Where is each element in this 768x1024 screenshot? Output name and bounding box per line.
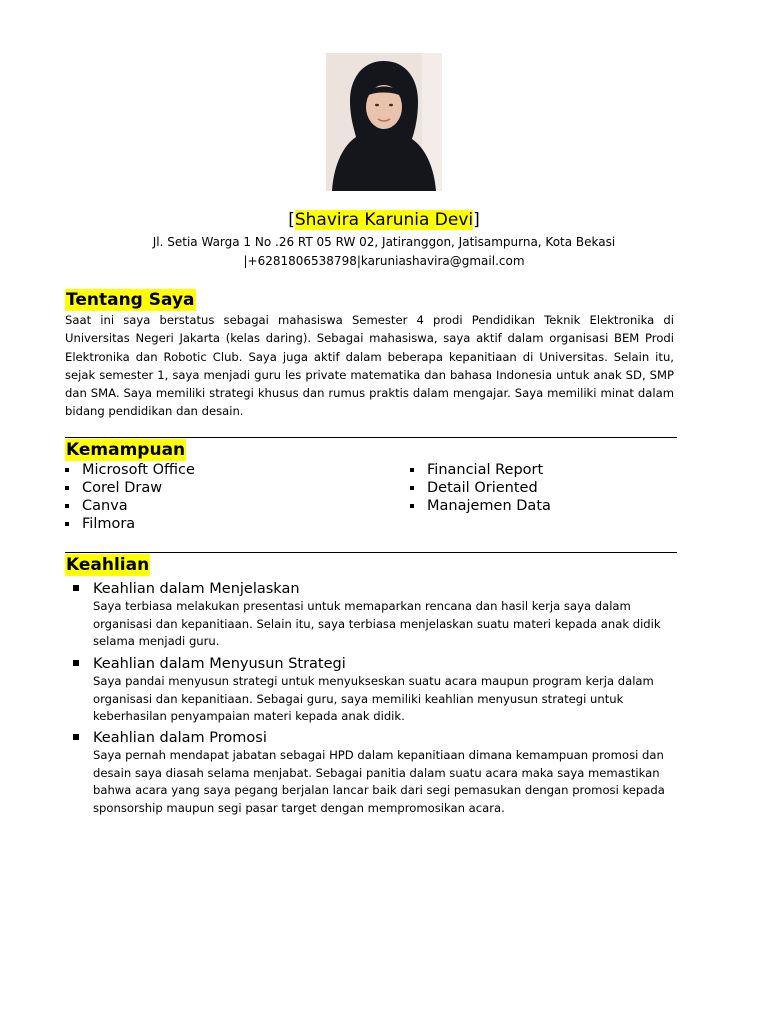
list-item: Canva [63, 497, 195, 515]
profile-photo [326, 53, 442, 191]
list-item: Microsoft Office [63, 461, 195, 479]
abilities-list-right [408, 461, 551, 515]
expertise-description: Saya terbiasa melakukan presentasi untuk memaparkan rencana dan hasil kerja saya dalam organisasi dan kepanitiaan. Selain itu, saya terbiasa menjelaskan suatu materi kepada anak didik selama menjadi guru. [93, 599, 661, 648]
list-item: Financial Report [408, 461, 551, 479]
expertise-heading: Keahlian [66, 555, 150, 575]
candidate-name: Shavira Karunia Devi [294, 210, 474, 230]
section-divider [65, 437, 677, 438]
list-item: Filmora [63, 515, 195, 533]
abilities-heading: Kemampuan [66, 440, 186, 460]
name-bracket-close: ] [473, 210, 480, 230]
phone-email: |+6281806538798|karuniashavira@gmail.com [243, 254, 525, 268]
expertise-entry [73, 580, 673, 651]
expertise-title: Keahlian dalam Menjelaskan [73, 580, 673, 598]
address: Jl. Setia Warga 1 No .26 RT 05 RW 02, Jatiranggon, Jatisampurna, Kota Bekasi [152, 235, 616, 249]
about-heading: Tentang Saya [66, 290, 195, 310]
expertise-item [73, 580, 673, 651]
expertise-item [73, 655, 673, 726]
list-item: Detail Oriented [408, 479, 551, 497]
expertise-description: Saya pernah mendapat jabatan sebagai HPD dalam kepanitiaan dimana kemampuan promosi dan desain saya diasah selama menjabat. Sebagai panitia dalam suatu acara maka saya memastikan bahwa acara yang saya pegang berjalan lancar baik dari segi pemasukan dengan promosi kepada sponsorship maupun segi pasar target dengan mempromosikan acara. [93, 748, 665, 815]
expertise-entry [73, 729, 673, 817]
abilities-list-left [63, 461, 195, 533]
expertise-title: Keahlian dalam Menyusun Strategi [73, 655, 673, 673]
section-divider [65, 552, 677, 553]
list-item: Manajemen Data [408, 497, 551, 515]
expertise-title: Keahlian dalam Promosi [73, 729, 673, 747]
name-bracket-open: [ [288, 210, 295, 230]
list-item: Corel Draw [63, 479, 195, 497]
candidate-name-line [0, 209, 768, 231]
expertise-item [73, 729, 673, 817]
expertise-entry [73, 655, 673, 726]
expertise-description: Saya pandai menyusun strategi untuk menyukseskan suatu acara maupun program kerja dalam organisasi dan kepanitiaan. Sebagai guru, saya memiliki keahlian menyusun strategi untuk keberhasilan penyampaian materi kepada anak didik. [93, 674, 654, 723]
about-text: Saat ini saya berstatus sebagai mahasiswa Semester 4 prodi Pendidikan Teknik Elektronika di Universitas Negeri Jakarta (kelas daring). Sebagai mahasiswa, saya aktif dalam organisasi BEM Prodi Elektronika dan Robotic Club. Saya juga aktif dalam beberapa kepanitiaan di Universitas. Selain itu, sejak semester 1, saya menjadi guru les private matematika dan bahasa Indonesia untuk anak SD, SMP dan SMA. Saya memiliki strategi khusus dan rumus praktis dalam mengajar. Saya memiliki minat dalam bidang pendidikan dan desain. [65, 313, 674, 419]
